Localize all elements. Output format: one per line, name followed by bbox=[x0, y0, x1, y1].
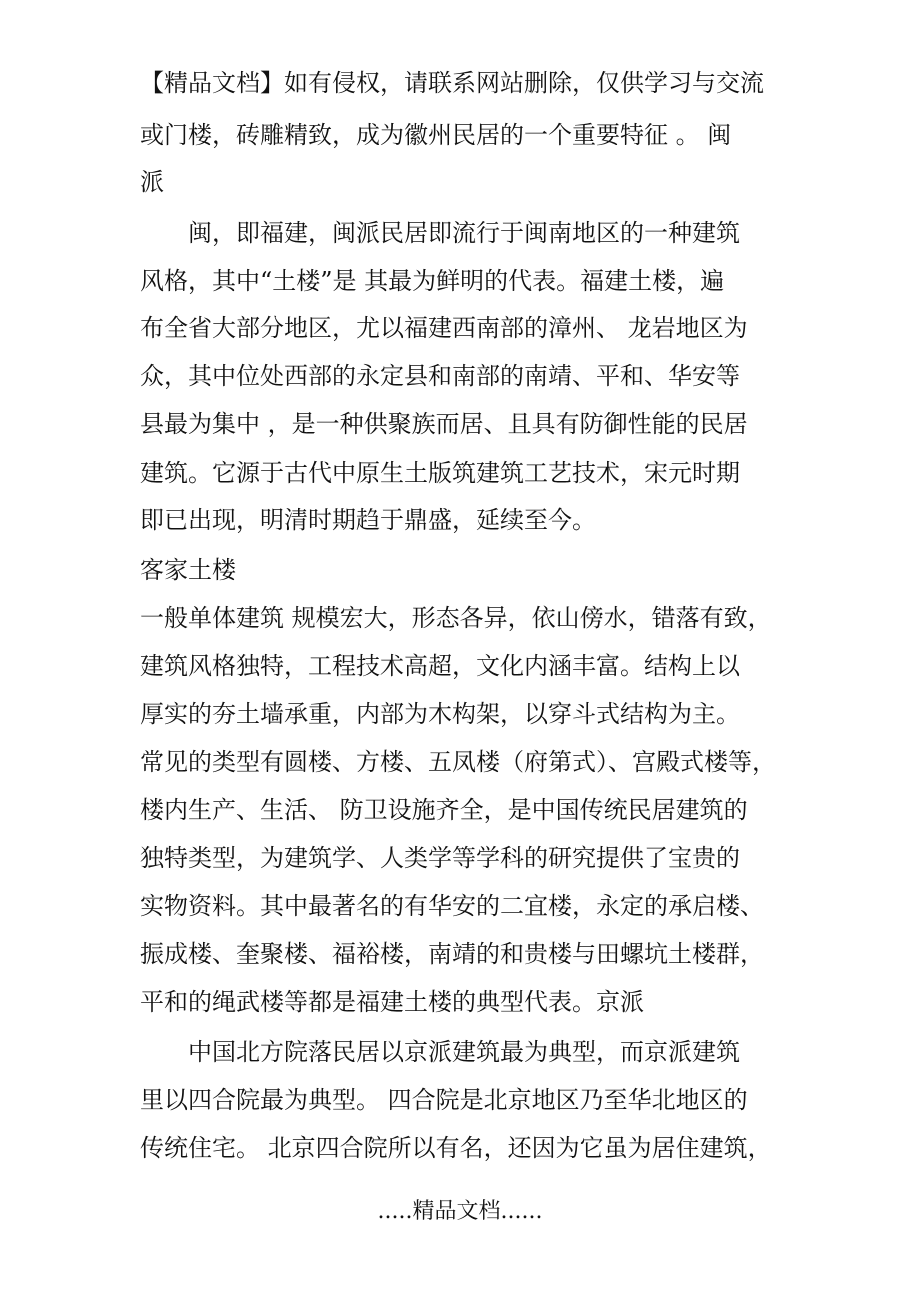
text-line: 振成楼、奎聚楼、福裕楼，南靖的和贵楼与田螺坑土楼群， bbox=[140, 940, 764, 968]
text-line: 厚实的夯土墙承重，内部为木构架，以穿斗式结构为主。 bbox=[140, 700, 740, 728]
text-line: 闽，即福建，闽派民居即流行于闽南地区的一种建筑 bbox=[188, 219, 740, 247]
section-heading: 客家土楼 bbox=[140, 556, 236, 584]
text-line: 建筑风格独特，工程技术高超，文化内涵丰富。结构上以 bbox=[140, 652, 740, 680]
page-header: 【精品文档】如有侵权，请联系网站删除，仅供学习与交流 bbox=[140, 69, 764, 97]
text-line: 传统住宅。 北京四合院所以有名，还因为它虽为居住建筑， bbox=[140, 1134, 772, 1162]
page-footer: .....精品文档...... bbox=[377, 1199, 543, 1224]
text-line: 布全省大部分地区，尤以福建西南部的漳州、 龙岩地区为 bbox=[140, 314, 748, 342]
text-line: 里以四合院最为典型。 四合院是北京地区乃至华北地区的 bbox=[140, 1086, 748, 1114]
text-line: 楼内生产、生活、 防卫设施齐全，是中国传统民居建筑的 bbox=[140, 796, 748, 824]
text-line: 或门楼，砖雕精致，成为徽州民居的一个重要特征 。 闽 bbox=[140, 121, 732, 149]
text-line: 常见的类型有圆楼、方楼、五凤楼（府第式）、宫殿式楼等， bbox=[140, 748, 776, 776]
text-line: 建筑。它源于古代中原生土版筑建筑工艺技术，宋元时期 bbox=[140, 459, 740, 487]
text-line: 众，其中位处西部的永定县和南部的南靖、平和、华安等 bbox=[140, 362, 740, 390]
text-line: 平和的绳武楼等都是福建土楼的典型代表。京派 bbox=[140, 988, 644, 1016]
text-line: 中国北方院落民居以京派建筑最为典型，而京派建筑 bbox=[188, 1038, 740, 1066]
text-line: 一般单体建筑 规模宏大，形态各异，依山傍水，错落有致， bbox=[140, 604, 772, 632]
text-line: 即已出现，明清时期趋于鼎盛，延续至今。 bbox=[140, 506, 596, 534]
text-line: 实物资料。其中最著名的有华安的二宜楼，永定的承启楼、 bbox=[140, 892, 764, 920]
text-line: 风格，其中“土楼”是 其最为鲜明的代表。福建土楼，遍 bbox=[140, 267, 725, 295]
text-line: 县最为集中 ，是一种供聚族而居、且具有防御性能的民居 bbox=[140, 410, 748, 438]
text-line: 派 bbox=[140, 168, 164, 196]
text-line: 独特类型，为建筑学、人类学等学科的研究提供了宝贵的 bbox=[140, 844, 740, 872]
